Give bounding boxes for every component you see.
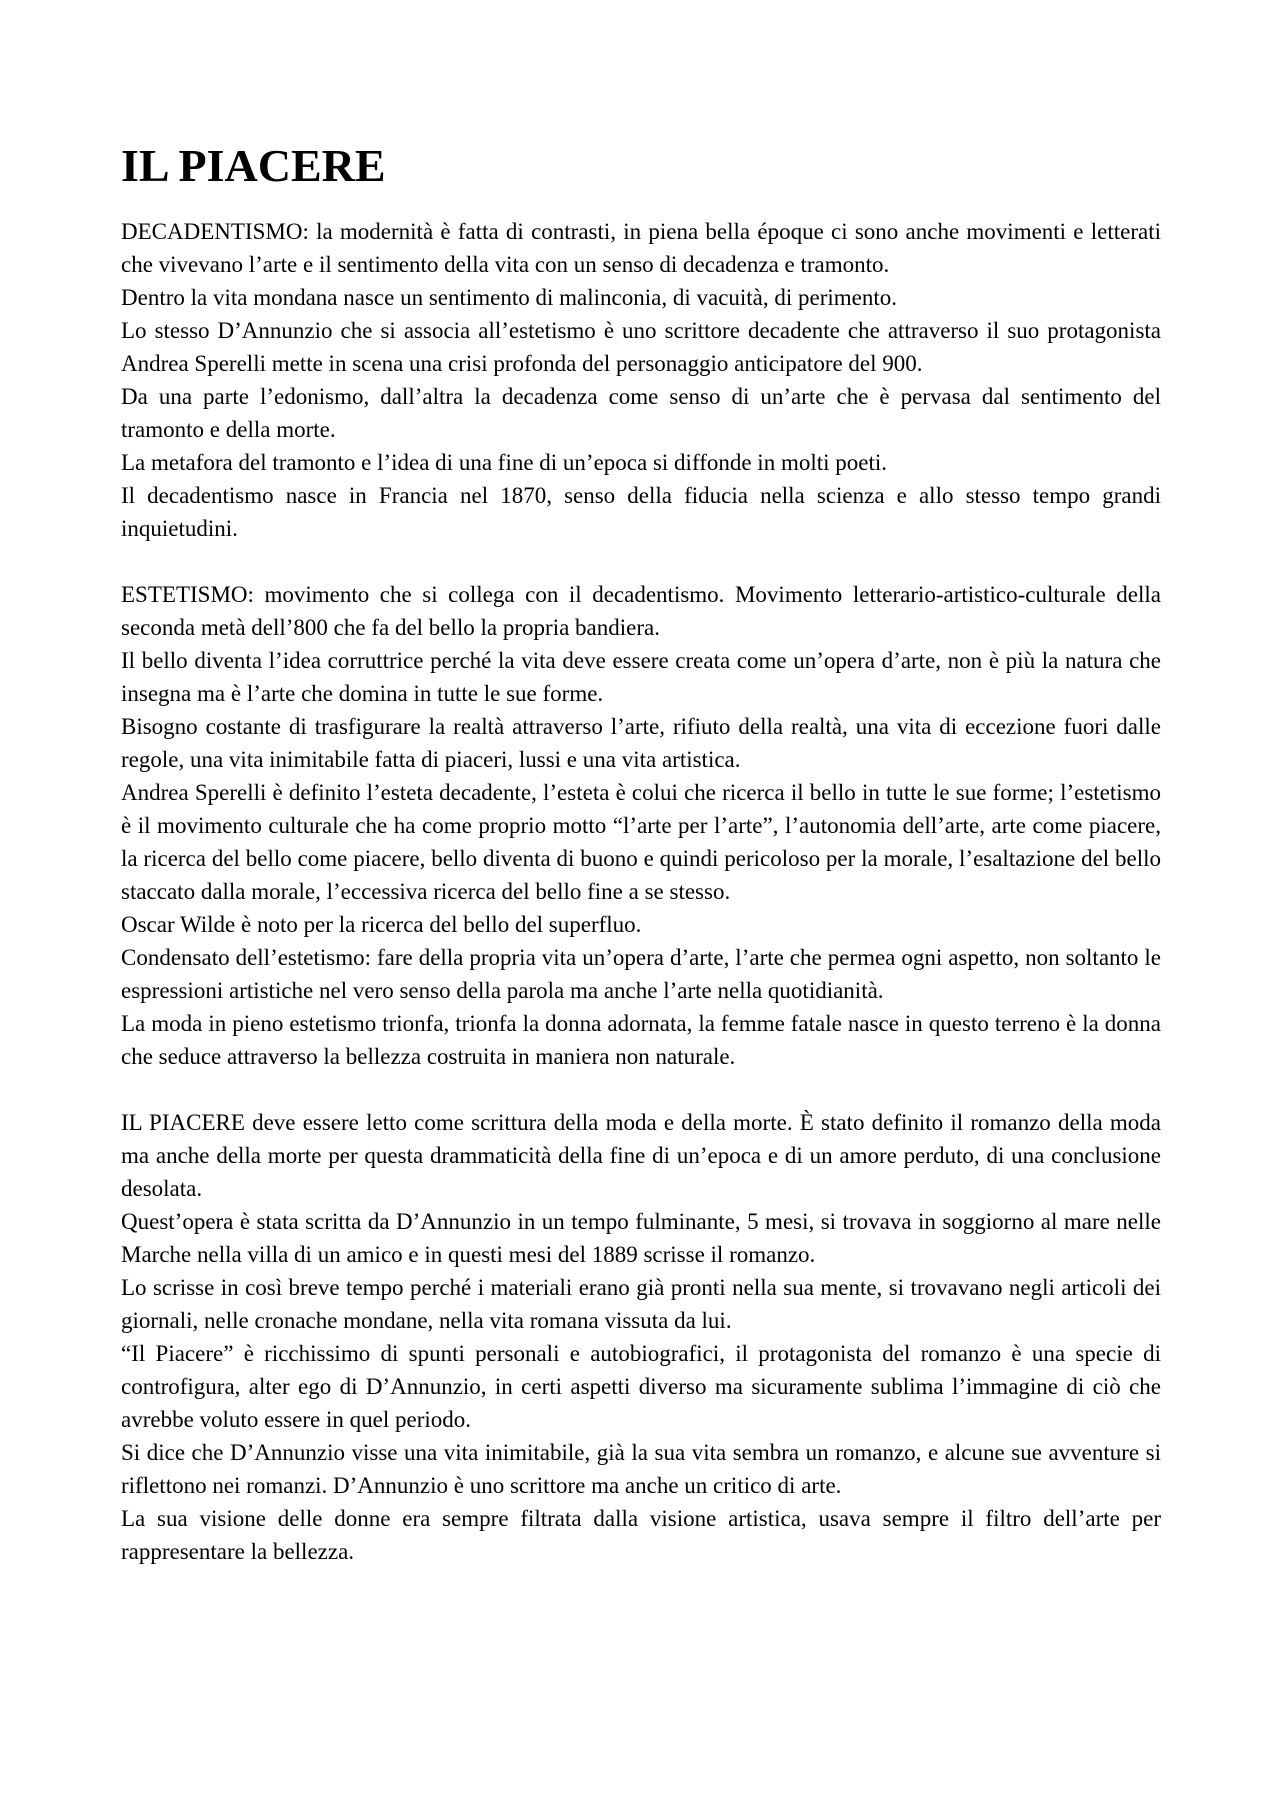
paragraph: Da una parte l’edonismo, dall’altra la decadenza come senso di un’arte che è pervasa dal sentimento del tramonto e della morte. [121,384,1161,442]
paragraph: Lo stesso D’Annunzio che si associa all’estetismo è uno scrittore decadente che attraverso il suo protagonista Andrea Sperelli mette in scena una crisi profonda del personaggio anticipatore del 900. [121,318,1161,376]
paragraph: Il bello diventa l’idea corruttrice perché la vita deve essere creata come un’opera d’arte, non è più la natura che insegna ma è l’arte che domina in tutte le sue forme. [121,648,1161,706]
document-title: IL PIACERE [121,140,386,191]
paragraph: “Il Piacere” è ricchissimo di spunti personali e autobiografici, il protagonista del romanzo è una specie di controfigura, alter ego di D’Annunzio, in certi aspetti diverso ma sicuramente sublima l’immagine di ciò che avrebbe voluto essere in quel periodo. [121,1341,1161,1432]
paragraph: Bisogno costante di trasfigurare la realtà attraverso l’arte, rifiuto della realtà, una vita di eccezione fuori dalle regole, una vita inimitabile fatta di piaceri, lussi e una vita artistica. [121,714,1161,772]
paragraph: Andrea Sperelli è definito l’esteta decadente, l’esteta è colui che ricerca il bello in tutte le sue forme; l’estetismo è il movimento culturale che ha come proprio motto “l’arte per l’arte”, l’autonomia dell’arte, arte come piacere, la ricerca del bello come piacere, bello diventa di buono e quindi pericoloso per la morale, l’esaltazione del bello staccato dalla morale, l’eccessiva ricerca del bello fine a se stesso. [121,780,1161,904]
paragraph: Oscar Wilde è noto per la ricerca del bello del superfluo. [121,912,642,937]
paragraph: DECADENTISMO: la modernità è fatta di contrasti, in piena bella époque ci sono anche movimenti e letterati che vivevano l’arte e il sentimento della vita con un senso di decadenza e tramonto. [121,219,1161,277]
paragraph: IL PIACERE deve essere letto come scrittura della moda e della morte. È stato definito il romanzo della moda ma anche della morte per questa drammaticità della fine di un’epoca e di un amore perduto, di una conclusione desolata. [121,1110,1161,1201]
paragraph: La moda in pieno estetismo trionfa, trionfa la donna adornata, la femme fatale nasce in questo terreno è la donna che seduce attraverso la bellezza costruita in maniera non naturale. [121,1011,1161,1069]
paragraph: La metafora del tramonto e l’idea di una fine di un’epoca si diffonde in molti poeti. [121,450,887,475]
paragraph: Lo scrisse in così breve tempo perché i materiali erano già pronti nella sua mente, si trovavano negli articoli dei giornali, nelle cronache mondane, nella vita romana vissuta da lui. [121,1275,1161,1333]
paragraph: Si dice che D’Annunzio visse una vita inimitabile, già la sua vita sembra un romanzo, e alcune sue avventure si riflettono nei romanzi. D’Annunzio è uno scrittore ma anche un critico di arte. [121,1440,1161,1498]
paragraph: Dentro la vita mondana nasce un sentimento di malinconia, di vacuità, di perimento. [121,285,898,310]
paragraph: Condensato dell’estetismo: fare della propria vita un’opera d’arte, l’arte che permea ogni aspetto, non soltanto le espressioni artistiche nel vero senso della parola ma anche l’arte nella quotidianità. [121,945,1161,1003]
section-il-piacere [121,1106,1161,1568]
paragraph: Quest’opera è stata scritta da D’Annunzio in un tempo fulminante, 5 mesi, si trovava in soggiorno al mare nelle Marche nella villa di un amico e in questi mesi del 1889 scrisse il romanzo. [121,1209,1161,1267]
paragraph: ESTETISMO: movimento che si collega con il decadentismo. Movimento letterario-artistico-culturale della seconda metà dell’800 che fa del bello la propria bandiera. [121,582,1161,640]
section-decadentismo [121,215,1161,545]
section-estetismo [121,578,1161,1073]
paragraph: La sua visione delle donne era sempre filtrata dalla visione artistica, usava sempre il filtro dell’arte per rappresentare la bellezza. [121,1506,1161,1564]
paragraph: Il decadentismo nasce in Francia nel 1870, senso della fiducia nella scienza e allo stesso tempo grandi inquietudini. [121,483,1161,541]
document-page [121,140,1161,1568]
